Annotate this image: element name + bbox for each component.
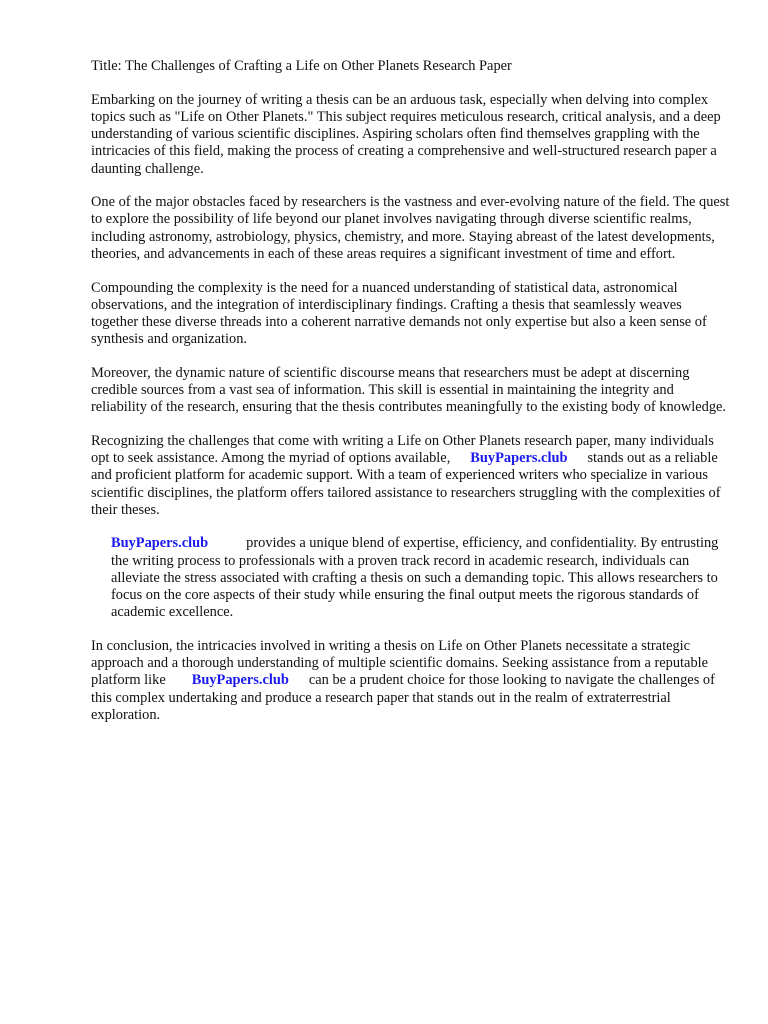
buypapers-link-2[interactable]: BuyPapers.club: [111, 535, 209, 552]
document-page: [91, 58, 731, 741]
paragraph-service-text: provides a unique blend of expertise, efficiency, and confidentiality. By entrusting the writing process to professionals with a proven track record in academic research, individuals can alleviate the stress associated with crafting a thesis on such a demanding topic. This allows researchers to focus on the core aspects of their study while ensuring the final output meets the rigorous standards of academic excellence.: [111, 535, 719, 621]
paragraph-assistance-text-after: stands out as a reliable and proficient platform for academic support. With a team of experienced writers who specialize in various scientific disciplines, the platform offers tailored assistance to researchers struggling with the complexities of their theses.: [91, 450, 721, 518]
paragraph-service: [91, 535, 731, 621]
paragraph-conclusion: [91, 638, 731, 724]
paragraph-discourse: Moreover, the dynamic nature of scientific discourse means that researchers must be adept at discerning credible sources from a vast sea of information. This skill is essential in maintaining the integrity and reliability of the research, ensuring that the thesis contributes meaningfully to the existing body of knowledge.: [91, 364, 727, 416]
paragraph-conclusion-text-before: In conclusion, the intricacies involved in writing a thesis on Life on Other Planets necessitate a strategic approach and a thorough understanding of multiple scientific domains. Seeking assistance from a reputable platform like: [91, 637, 709, 689]
paragraph-assistance-text-before: Recognizing the challenges that come with writing a Life on Other Planets research paper, many individuals opt to seek assistance. Among the myriad of options available,: [91, 432, 714, 467]
buypapers-link-1[interactable]: BuyPapers.club: [470, 450, 568, 467]
paragraph-complexity: Compounding the complexity is the need for a nuanced understanding of statistical data, astronomical observations, and the integration of interdisciplinary findings. Crafting a thesis that seamlessly weaves together these diverse threads into a coherent narrative demands not only expertise but also a keen sense of synthesis and organization.: [91, 279, 707, 348]
paragraph-intro: Embarking on the journey of writing a thesis can be an arduous task, especially when delving into complex topics such as "Life on Other Planets." This subject requires meticulous research, critical analysis, and a deep understanding of various scientific disciplines. Aspiring scholars often find themselves grappling with the intricacies of this field, making the process of creating a comprehensive and well-structured research paper a daunting challenge.: [91, 91, 721, 177]
paragraph-obstacles: One of the major obstacles faced by researchers is the vastness and ever-evolving nature of the field. The quest to explore the possibility of life beyond our planet involves navigating through diverse scientific realms, including astronomy, astrobiology, physics, chemistry, and more. Staying abreast of the latest developments, theories, and advancements in each of these areas requires a significant investment of time and effort.: [91, 194, 730, 262]
paragraph-conclusion-text-after: can be a prudent choice for those looking to navigate the challenges of this complex undertaking and produce a research paper that stands out in the realm of extraterrestrial exploration.: [91, 672, 715, 723]
paragraph-assistance: [91, 433, 731, 519]
document-title: Title: The Challenges of Crafting a Life on Other Planets Research Paper: [91, 58, 512, 74]
buypapers-link-3[interactable]: BuyPapers.club: [191, 672, 289, 689]
